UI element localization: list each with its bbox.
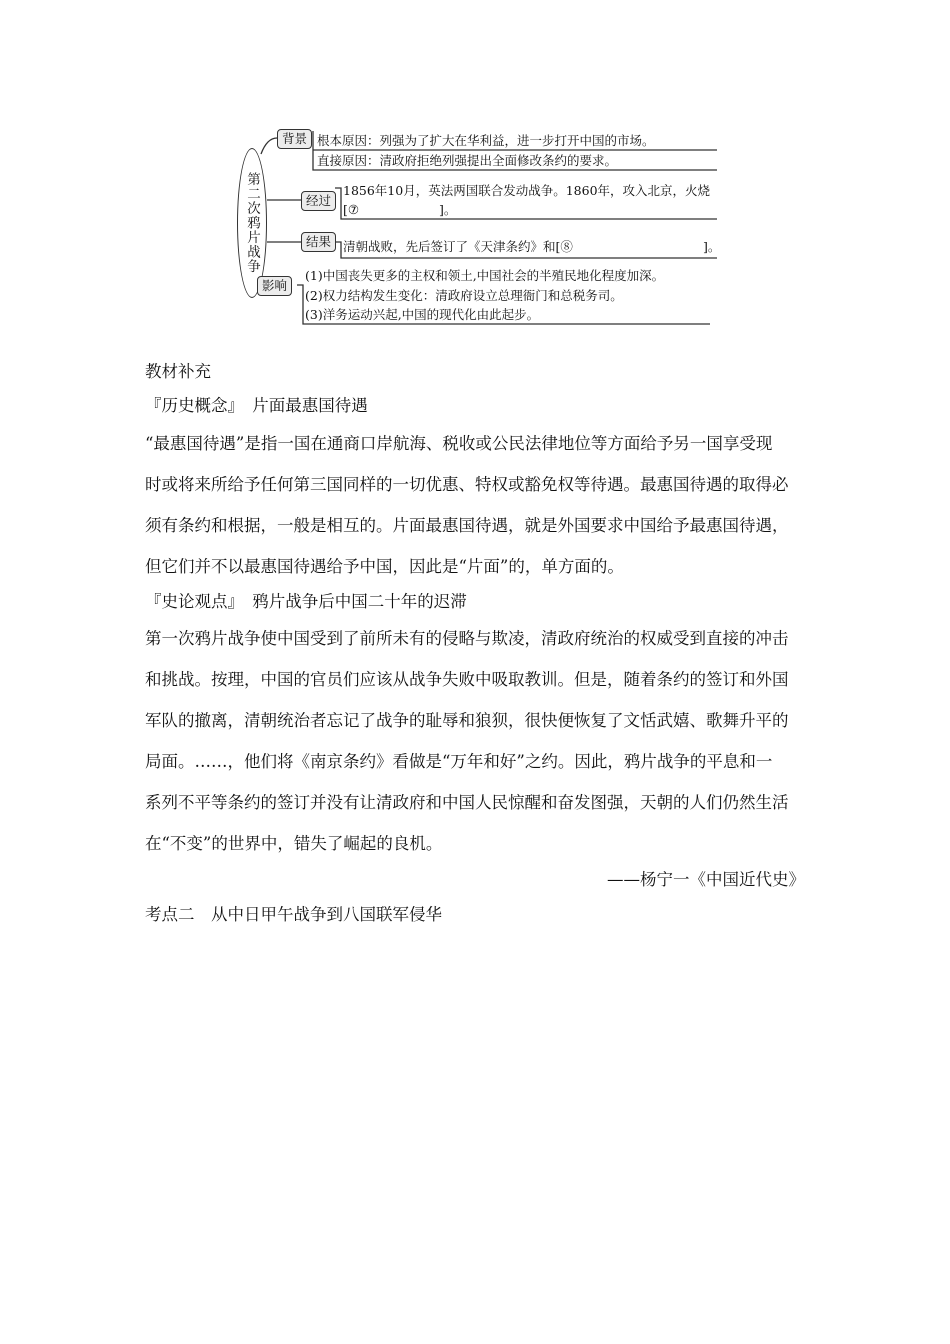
impact-tag: 影响	[257, 276, 292, 296]
concept-line-1: “最惠国待遇”是指一国在通商口岸航海、税收或公民法律地位等方面给予另一国享受现	[145, 434, 773, 453]
concept-line-3: 须有条约和根据，一般是相互的。片面最惠国待遇，就是外国要求中国给予最惠国待遇，	[145, 516, 789, 535]
mind-map-title: 第二次鸦片战争	[237, 148, 267, 298]
mind-map-second-opium-war	[225, 120, 725, 335]
next-section-heading: 考点二 从中日甲午战争到八国联军侵华	[145, 905, 442, 924]
viewpoint-line-5: 系列不平等条约的签订并没有让清政府和中国人民惊醒和奋发图强，天朝的人们仍然生活	[145, 793, 789, 812]
viewpoint-line-6: 在“不变”的世界中，错失了崛起的良机。	[145, 834, 443, 853]
viewpoint-label: 『史论观点』 鸦片战争后中国二十年的迟滞	[145, 592, 467, 611]
viewpoint-line-1: 第一次鸦片战争使中国受到了前所未有的侵略与欺凌，清政府统治的权威受到直接的冲击	[145, 629, 789, 648]
concept-line-2: 时或将来所给予任何第三国同样的一切优惠、特权或豁免权等待遇。最惠国待遇的取得必	[145, 475, 789, 494]
viewpoint-source: ——杨宁一《中国近代史》	[607, 870, 805, 889]
supplement-heading: 教材补充	[145, 362, 211, 381]
viewpoint-line-2: 和挑战。按理，中国的官员们应该从战争失败中吸取教训。但是，随着条约的签订和外国	[145, 670, 789, 689]
process-text: 1856年10月，英法两国联合发动战争。1860年，攻入北京，火烧	[343, 183, 711, 198]
blank-7-close: ]。	[439, 202, 457, 217]
background-tag: 背景	[277, 129, 312, 149]
impact-line-2: (2)权力结构发生变化：清政府设立总理衙门和总税务司。	[305, 288, 623, 303]
impact-line-3: (3)洋务运动兴起,中国的现代化由此起步。	[305, 307, 540, 322]
process-tag: 经过	[301, 191, 336, 211]
viewpoint-line-3: 军队的撤离，清朝统治者忘记了战争的耻辱和狼狈，很快便恢复了文恬武嬉、歌舞升平的	[145, 711, 789, 730]
direct-cause-text: 直接原因：清政府拒绝列强提出全面修改条约的要求。	[317, 153, 618, 168]
concept-line-4: 但它们并不以最惠国待遇给予中国，因此是“片面”的，单方面的。	[145, 557, 624, 576]
result-tag: 结果	[301, 232, 336, 252]
blank-7-open: [⑦	[343, 202, 360, 217]
root-cause-text: 根本原因：列强为了扩大在华利益，进一步打开中国的市场。	[317, 133, 655, 148]
concept-label: 『历史概念』 片面最惠国待遇	[145, 396, 368, 415]
blank-8-close: ]。	[703, 239, 721, 254]
viewpoint-line-4: 局面。……，他们将《南京条约》看做是“万年和好”之约。因此，鸦片战争的平息和一	[145, 752, 773, 771]
result-text: 清朝战败，先后签订了《天津条约》和[⑧	[343, 239, 573, 254]
impact-line-1: (1)中国丧失更多的主权和领土,中国社会的半殖民地化程度加深。	[305, 268, 665, 283]
